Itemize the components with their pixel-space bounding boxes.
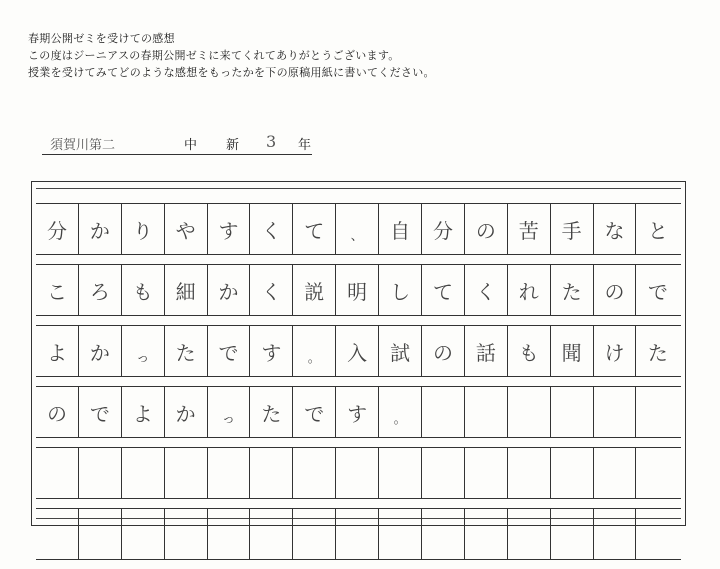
manuscript-cell: 手 [551, 204, 594, 254]
manuscript-cell [208, 448, 251, 498]
manuscript-cell [79, 448, 122, 498]
manuscript-cell: く [250, 204, 293, 254]
manuscript-cell [336, 509, 379, 559]
manuscript-cell [636, 509, 679, 559]
manuscript-cell [293, 509, 336, 559]
manuscript-cell: け [594, 326, 637, 376]
manuscript-cell [250, 448, 293, 498]
grade-unit: 年 [298, 138, 312, 153]
manuscript-cell [293, 448, 336, 498]
manuscript-cell [465, 509, 508, 559]
manuscript-cell: 聞 [551, 326, 594, 376]
manuscript-cell [422, 387, 465, 437]
manuscript-cell [79, 509, 122, 559]
manuscript-cell: 入 [336, 326, 379, 376]
manuscript-cell: で [79, 387, 122, 437]
manuscript-cell: す [208, 204, 251, 254]
manuscript-cell: や [165, 204, 208, 254]
manuscript-cell: 。 [379, 387, 422, 437]
manuscript-cell: り [122, 204, 165, 254]
manuscript-cell [122, 448, 165, 498]
manuscript-cell [551, 387, 594, 437]
manuscript-cell [594, 448, 637, 498]
manuscript-cell [422, 448, 465, 498]
manuscript-cell: か [208, 265, 251, 315]
manuscript-cell [551, 509, 594, 559]
manuscript-frame [36, 188, 681, 519]
manuscript-cell: の [36, 387, 79, 437]
instruction-request: 授業を受けてみてどのような感想をもったかを下の原稿用紙に書いてください。 [28, 66, 435, 79]
manuscript-cell: と [647, 218, 668, 243]
manuscript-cell [165, 448, 208, 498]
manuscript-cell: く [250, 265, 293, 315]
manuscript-cell: の [465, 204, 508, 254]
manuscript-cell: た [250, 387, 293, 437]
school-level-new: 新 [226, 138, 240, 153]
manuscript-cell: か [165, 387, 208, 437]
manuscript-row [36, 203, 681, 255]
manuscript-cell: 分 [422, 204, 465, 254]
manuscript-cell [36, 448, 79, 498]
manuscript-cell: 細 [165, 265, 208, 315]
manuscript-cell: 試 [379, 326, 422, 376]
manuscript-cell: で [208, 326, 251, 376]
manuscript-row [36, 447, 681, 499]
manuscript-cell [551, 448, 594, 498]
manuscript-row [36, 386, 681, 438]
manuscript-cell [379, 509, 422, 559]
manuscript-cell [465, 448, 508, 498]
grade-number: 3 [266, 132, 277, 151]
manuscript-cell: 苦 [508, 204, 551, 254]
manuscript-cell: た [647, 340, 668, 365]
manuscript-cell: っ [122, 326, 165, 376]
manuscript-cell: の [422, 326, 465, 376]
manuscript-cell: な [594, 204, 637, 254]
manuscript-cell: 明 [336, 265, 379, 315]
manuscript-cell [165, 509, 208, 559]
manuscript-cell [379, 448, 422, 498]
manuscript-cell: で [647, 279, 668, 304]
manuscript-cell: も [122, 265, 165, 315]
school-level: 中 [184, 138, 198, 153]
manuscript-cell: で [293, 387, 336, 437]
manuscript-cell: た [551, 265, 594, 315]
manuscript-cell [636, 448, 679, 498]
manuscript-cell [122, 509, 165, 559]
manuscript-cell [508, 448, 551, 498]
manuscript-cell: も [508, 326, 551, 376]
manuscript-cell [508, 509, 551, 559]
manuscript-cell: よ [122, 387, 165, 437]
instruction-thanks: この度はジーニアスの春期公開ゼミに来てくれてありがとうございます。 [28, 49, 400, 62]
manuscript-cell: た [165, 326, 208, 376]
manuscript-cell [36, 509, 79, 559]
manuscript-cell: 分 [36, 204, 79, 254]
manuscript-row [36, 508, 681, 560]
manuscript-cell: 話 [465, 326, 508, 376]
manuscript-cell [250, 509, 293, 559]
school-name: 須賀川第二 [50, 138, 116, 153]
manuscript-cell: の [594, 265, 637, 315]
manuscript-cell: く [465, 265, 508, 315]
instructions [28, 30, 435, 81]
manuscript-cell [594, 387, 637, 437]
student-info-line [42, 134, 312, 155]
manuscript-cell: て [422, 265, 465, 315]
manuscript-cell: こ [36, 265, 79, 315]
manuscript-cell: し [379, 265, 422, 315]
manuscript-cell: れ [508, 265, 551, 315]
manuscript-cell: 自 [379, 204, 422, 254]
manuscript-cell: っ [208, 387, 251, 437]
manuscript-row [36, 264, 681, 316]
manuscript-cell [422, 509, 465, 559]
manuscript-row [36, 325, 681, 377]
manuscript-cell: 。 [293, 326, 336, 376]
instruction-title: 春期公開ゼミを受けての感想 [28, 32, 175, 45]
manuscript-cell [208, 509, 251, 559]
manuscript-cell [508, 387, 551, 437]
manuscript-cell: か [79, 326, 122, 376]
manuscript-cell: て [293, 204, 336, 254]
manuscript-cell [594, 509, 637, 559]
manuscript-cell: か [79, 204, 122, 254]
manuscript-cell: 説 [293, 265, 336, 315]
manuscript-grid [36, 203, 681, 569]
manuscript-cell: す [250, 326, 293, 376]
manuscript-cell [336, 448, 379, 498]
manuscript-cell: 、 [336, 204, 379, 254]
manuscript-sheet [31, 181, 686, 526]
manuscript-cell [465, 387, 508, 437]
manuscript-cell: ろ [79, 265, 122, 315]
manuscript-cell: よ [36, 326, 79, 376]
manuscript-cell [636, 387, 679, 437]
manuscript-cell: す [336, 387, 379, 437]
